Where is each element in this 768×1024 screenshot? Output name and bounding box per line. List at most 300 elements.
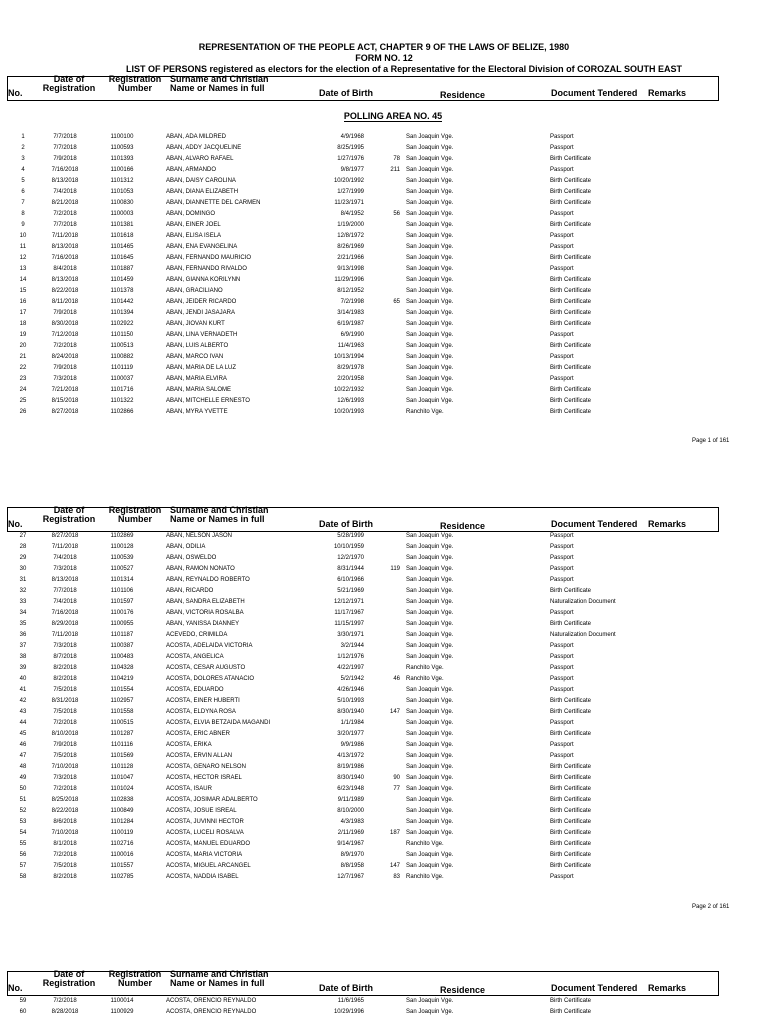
document-tendered: Passport bbox=[550, 211, 574, 217]
elector-name: ABAN, NELSON JASON bbox=[166, 533, 233, 539]
date-of-birth: 10/10/1959 bbox=[333, 544, 364, 550]
table-row bbox=[0, 177, 768, 185]
residence: San Joaquin Vge. bbox=[406, 343, 454, 349]
residence: San Joaquin Vge. bbox=[406, 387, 454, 393]
header-date-of-birth: Date of Birth bbox=[319, 983, 373, 993]
row-number: 36 bbox=[19, 632, 27, 638]
residence: San Joaquin Vge. bbox=[406, 178, 454, 184]
header-date-of-birth: Date of Birth bbox=[319, 88, 373, 98]
document-tendered: Birth Certificate bbox=[550, 621, 592, 627]
date-of-birth: 11/23/1971 bbox=[334, 200, 364, 206]
registration-number: 1101053 bbox=[110, 189, 134, 195]
table-row bbox=[0, 565, 768, 573]
document-tendered: Passport bbox=[550, 577, 574, 583]
registration-date: 7/11/2018 bbox=[51, 632, 79, 638]
document-tendered: Birth Certificate bbox=[550, 288, 592, 294]
table-row bbox=[0, 708, 768, 716]
registration-number: 1104328 bbox=[110, 665, 134, 671]
row-number: 26 bbox=[19, 409, 27, 415]
table-row bbox=[0, 620, 768, 628]
registration-number: 1100128 bbox=[110, 544, 134, 550]
residence: San Joaquin Vge. bbox=[406, 687, 454, 693]
registration-date: 7/10/2018 bbox=[51, 764, 79, 770]
table-header bbox=[7, 76, 719, 101]
residence: San Joaquin Vge. bbox=[406, 376, 454, 382]
residence: San Joaquin Vge. bbox=[406, 753, 454, 759]
registration-date: 7/3/2018 bbox=[53, 775, 77, 781]
house-number: 90 bbox=[393, 775, 400, 781]
document-tendered: Birth Certificate bbox=[550, 786, 592, 792]
residence: San Joaquin Vge. bbox=[406, 398, 454, 404]
table-row bbox=[0, 298, 768, 306]
header-remarks: Remarks bbox=[648, 519, 687, 529]
document-tendered: Passport bbox=[550, 753, 574, 759]
registration-number: 1100882 bbox=[110, 354, 134, 360]
residence: San Joaquin Vge. bbox=[406, 321, 454, 327]
document-tendered: Passport bbox=[550, 354, 574, 360]
row-number: 50 bbox=[19, 786, 27, 792]
registration-date: 8/2/2018 bbox=[53, 676, 77, 682]
date-of-birth: 4/3/1983 bbox=[340, 819, 364, 825]
date-of-birth: 8/19/1986 bbox=[337, 764, 364, 770]
document-tendered: Birth Certificate bbox=[550, 387, 592, 393]
registration-date: 7/5/2018 bbox=[53, 753, 77, 759]
registration-number: 1102716 bbox=[110, 841, 134, 847]
header-date-of-registration bbox=[40, 75, 98, 93]
document-tendered: Birth Certificate bbox=[550, 819, 592, 825]
table-row bbox=[0, 353, 768, 361]
header-name-line1: Surname and Christian bbox=[170, 505, 269, 515]
registration-number: 1101618 bbox=[110, 233, 134, 239]
page-number: Page 2 of 161 bbox=[692, 904, 730, 910]
registration-date: 7/2/2018 bbox=[53, 720, 77, 726]
table-row bbox=[0, 375, 768, 383]
date-of-birth: 12/2/1970 bbox=[337, 555, 364, 561]
date-of-birth: 2/21/1966 bbox=[337, 255, 364, 261]
document-tendered: Passport bbox=[550, 266, 574, 272]
residence: San Joaquin Vge. bbox=[406, 332, 454, 338]
document-tendered: Passport bbox=[550, 533, 574, 539]
residence: San Joaquin Vge. bbox=[406, 852, 454, 858]
elector-name: ACOSTA, EDUARDO bbox=[166, 687, 224, 693]
elector-name: ACOSTA, MARIA VICTORIA bbox=[166, 852, 243, 858]
residence: San Joaquin Vge. bbox=[406, 764, 454, 770]
table-row bbox=[0, 254, 768, 262]
header-reg-line2: Number bbox=[117, 83, 152, 93]
document-tendered: Passport bbox=[550, 687, 574, 693]
registration-date: 7/11/2018 bbox=[51, 544, 79, 550]
row-number: 13 bbox=[19, 266, 27, 272]
registration-date: 7/2/2018 bbox=[53, 211, 77, 217]
table-row bbox=[0, 232, 768, 240]
table-row bbox=[0, 840, 768, 848]
table-row bbox=[0, 1008, 768, 1016]
date-of-birth: 7/2/1998 bbox=[340, 299, 364, 305]
document-tendered: Passport bbox=[550, 742, 574, 748]
residence: San Joaquin Vge. bbox=[406, 134, 454, 140]
table-row bbox=[0, 543, 768, 551]
house-number: 83 bbox=[393, 874, 400, 880]
document-tendered: Passport bbox=[550, 233, 574, 239]
registration-number: 1101378 bbox=[110, 288, 134, 294]
registration-date: 8/11/2018 bbox=[51, 299, 79, 305]
elector-name: ACOSTA, ISAUR bbox=[166, 786, 212, 792]
elector-name: ABAN, DIANNETTE DEL CARMEN bbox=[166, 200, 261, 206]
residence: San Joaquin Vge. bbox=[406, 255, 454, 261]
document-tendered: Passport bbox=[550, 134, 574, 140]
table-row bbox=[0, 598, 768, 606]
header-no: No. bbox=[8, 88, 23, 98]
registration-date: 8/13/2018 bbox=[51, 178, 79, 184]
registration-number: 1101322 bbox=[110, 398, 134, 404]
registration-date: 7/4/2018 bbox=[53, 189, 77, 195]
registration-number: 1101047 bbox=[110, 775, 134, 781]
row-number: 9 bbox=[21, 222, 25, 228]
table-row bbox=[0, 309, 768, 317]
table-row bbox=[0, 397, 768, 405]
row-number: 42 bbox=[19, 698, 27, 704]
document-tendered: Birth Certificate bbox=[550, 277, 592, 283]
residence: Ranchito Vge. bbox=[406, 409, 444, 415]
document-tendered: Passport bbox=[550, 610, 574, 616]
date-of-birth: 2/11/1969 bbox=[337, 830, 364, 836]
row-number: 1 bbox=[21, 134, 25, 140]
row-number: 58 bbox=[19, 874, 27, 880]
residence: San Joaquin Vge. bbox=[406, 819, 454, 825]
residence: San Joaquin Vge. bbox=[406, 610, 454, 616]
registration-date: 8/10/2018 bbox=[51, 731, 79, 737]
row-number: 44 bbox=[19, 720, 27, 726]
elector-name: ABAN, FERNANDO RIVALDO bbox=[166, 266, 247, 272]
polling-area-heading bbox=[0, 111, 768, 122]
row-number: 14 bbox=[19, 277, 27, 283]
document-tendered: Birth Certificate bbox=[550, 409, 592, 415]
registration-number: 1100929 bbox=[110, 1009, 134, 1015]
registration-number: 1100387 bbox=[110, 643, 134, 649]
residence: San Joaquin Vge. bbox=[406, 599, 454, 605]
registration-date: 8/27/2018 bbox=[51, 409, 79, 415]
header-name-line1: Surname and Christian bbox=[170, 969, 269, 979]
elector-name: ACOSTA, ERIC ABNER bbox=[166, 731, 230, 737]
table-row bbox=[0, 243, 768, 251]
elector-name: ABAN, GRACILIANO bbox=[166, 288, 223, 294]
registration-number: 1100513 bbox=[110, 343, 134, 349]
registration-date: 7/7/2018 bbox=[53, 145, 77, 151]
registration-date: 7/7/2018 bbox=[53, 588, 77, 594]
elector-name: ABAN, SANDRA ELIZABETH bbox=[166, 599, 245, 605]
registration-number: 1100527 bbox=[110, 566, 134, 572]
date-of-birth: 8/31/1944 bbox=[337, 566, 364, 572]
registration-date: 8/4/2018 bbox=[53, 266, 77, 272]
polling-area-label: POLLING AREA NO. 45 bbox=[343, 111, 443, 121]
residence: San Joaquin Vge. bbox=[406, 797, 454, 803]
row-number: 43 bbox=[19, 709, 27, 715]
table-row bbox=[0, 796, 768, 804]
document-tendered: Birth Certificate bbox=[550, 797, 592, 803]
document-tendered: Birth Certificate bbox=[550, 808, 592, 814]
date-of-birth: 8/29/1978 bbox=[337, 365, 364, 371]
registration-number: 1101394 bbox=[110, 310, 134, 316]
document-tendered: Passport bbox=[550, 676, 574, 682]
registration-date: 7/5/2018 bbox=[53, 863, 77, 869]
header-registration-number bbox=[107, 970, 163, 988]
document-tendered: Passport bbox=[550, 566, 574, 572]
elector-name: ACOSTA, GENARO NELSON bbox=[166, 764, 246, 770]
residence: San Joaquin Vge. bbox=[406, 720, 454, 726]
house-number: 77 bbox=[393, 786, 400, 792]
date-of-birth: 12/8/1972 bbox=[337, 233, 364, 239]
date-of-birth: 5/21/1969 bbox=[337, 588, 364, 594]
registration-number: 1100176 bbox=[110, 610, 134, 616]
row-number: 8 bbox=[21, 211, 25, 217]
registration-number: 1101106 bbox=[110, 588, 134, 594]
row-number: 38 bbox=[19, 654, 27, 660]
registration-number: 1100849 bbox=[110, 808, 134, 814]
registration-number: 1101569 bbox=[110, 753, 134, 759]
header-name-line2: Name or Names in full bbox=[170, 514, 265, 524]
document-tendered: Birth Certificate bbox=[550, 841, 592, 847]
header-document-tendered: Document Tendered bbox=[551, 983, 638, 993]
elector-name: ABAN, EINER JOEL bbox=[166, 222, 221, 228]
table-row bbox=[0, 265, 768, 273]
elector-name: ACOSTA, ORENCIO REYNALDO bbox=[166, 1009, 257, 1015]
date-of-birth: 8/30/1940 bbox=[337, 709, 364, 715]
elector-name: ABAN, OSWELDO bbox=[166, 555, 217, 561]
row-number: 40 bbox=[19, 676, 27, 682]
registration-number: 1101284 bbox=[110, 819, 134, 825]
registration-number: 1100515 bbox=[110, 720, 134, 726]
row-number: 32 bbox=[19, 588, 27, 594]
table-row bbox=[0, 664, 768, 672]
registration-number: 1100100 bbox=[110, 134, 134, 140]
document-tendered: Birth Certificate bbox=[550, 189, 592, 195]
elector-name: ACOSTA, JOSIMAR ADALBERTO bbox=[166, 797, 258, 803]
registration-number: 1100166 bbox=[110, 167, 134, 173]
residence: San Joaquin Vge. bbox=[406, 189, 454, 195]
date-of-birth: 1/27/1976 bbox=[337, 156, 364, 162]
residence: San Joaquin Vge. bbox=[406, 310, 454, 316]
table-row bbox=[0, 642, 768, 650]
registration-number: 1100014 bbox=[110, 998, 134, 1004]
row-number: 52 bbox=[19, 808, 27, 814]
elector-name: ABAN, ALVARO RAFAEL bbox=[166, 156, 234, 162]
registration-date: 7/2/2018 bbox=[53, 852, 77, 858]
date-of-birth: 10/13/1994 bbox=[333, 354, 364, 360]
date-of-birth: 10/20/1993 bbox=[333, 409, 364, 415]
header-date-of-registration bbox=[40, 970, 98, 988]
header-no: No. bbox=[8, 519, 23, 529]
elector-name: ABAN, GIANNA KORILYNN bbox=[166, 277, 241, 283]
registration-date: 7/7/2018 bbox=[53, 134, 77, 140]
row-number: 10 bbox=[19, 233, 27, 239]
elector-name: ACOSTA, ELDYNA ROSA bbox=[166, 709, 236, 715]
page-number: Page 1 of 161 bbox=[692, 438, 730, 444]
table-row bbox=[0, 631, 768, 639]
table-row bbox=[0, 210, 768, 218]
date-of-birth: 6/19/1987 bbox=[337, 321, 364, 327]
registration-date: 8/15/2018 bbox=[51, 398, 79, 404]
date-of-birth: 6/23/1948 bbox=[337, 786, 364, 792]
row-number: 55 bbox=[19, 841, 27, 847]
registration-date: 7/2/2018 bbox=[53, 343, 77, 349]
date-of-birth: 11/4/1963 bbox=[337, 343, 364, 349]
registration-date: 7/3/2018 bbox=[53, 566, 77, 572]
elector-name: ABAN, ADDY JACQUELINE bbox=[166, 145, 242, 151]
registration-number: 1100003 bbox=[110, 211, 134, 217]
document-tendered: Birth Certificate bbox=[550, 852, 592, 858]
registration-date: 8/22/2018 bbox=[51, 288, 79, 294]
document-tendered: Passport bbox=[550, 376, 574, 382]
date-of-birth: 9/8/1977 bbox=[340, 167, 364, 173]
row-number: 5 bbox=[21, 178, 25, 184]
document-tendered: Birth Certificate bbox=[550, 310, 592, 316]
date-of-birth: 9/14/1967 bbox=[337, 841, 364, 847]
residence: San Joaquin Vge. bbox=[406, 654, 454, 660]
registration-date: 8/25/2018 bbox=[51, 797, 79, 803]
table-row bbox=[0, 719, 768, 727]
document-tendered: Passport bbox=[550, 874, 574, 880]
elector-name: ACOSTA, ERIKA bbox=[166, 742, 212, 748]
table-row bbox=[0, 144, 768, 152]
elector-name: ACOSTA, DOLORES ATANACIO bbox=[166, 676, 255, 682]
registration-number: 1101597 bbox=[110, 599, 134, 605]
document-tendered: Birth Certificate bbox=[550, 731, 592, 737]
registration-number: 1100016 bbox=[110, 852, 134, 858]
residence: San Joaquin Vge. bbox=[406, 555, 454, 561]
header-name bbox=[170, 970, 269, 988]
row-number: 18 bbox=[19, 321, 27, 327]
registration-date: 7/16/2018 bbox=[51, 610, 79, 616]
date-of-birth: 12/6/1993 bbox=[337, 398, 364, 404]
registration-number: 1101554 bbox=[110, 687, 134, 693]
registration-number: 1102922 bbox=[110, 321, 134, 327]
elector-name: ABAN, REYNALDO ROBERTO bbox=[166, 577, 250, 583]
residence: San Joaquin Vge. bbox=[406, 299, 454, 305]
registration-number: 1102785 bbox=[110, 874, 134, 880]
document-tendered: Passport bbox=[550, 244, 574, 250]
date-of-birth: 11/15/1997 bbox=[334, 621, 364, 627]
row-number: 6 bbox=[21, 189, 25, 195]
header-date-line2: Registration bbox=[42, 514, 96, 524]
elector-name: ABAN, YANISSA DIANNEY bbox=[166, 621, 240, 627]
document-tendered: Birth Certificate bbox=[550, 398, 592, 404]
form-title bbox=[0, 42, 768, 75]
registration-date: 8/2/2018 bbox=[53, 665, 77, 671]
table-row bbox=[0, 785, 768, 793]
residence: Ranchito Vge. bbox=[406, 665, 444, 671]
residence: San Joaquin Vge. bbox=[406, 621, 454, 627]
residence: San Joaquin Vge. bbox=[406, 544, 454, 550]
row-number: 27 bbox=[19, 533, 27, 539]
registration-date: 7/11/2018 bbox=[51, 233, 79, 239]
registration-date: 8/27/2018 bbox=[51, 533, 79, 539]
elector-name: ABAN, DOMINGO bbox=[166, 211, 216, 217]
registration-date: 7/10/2018 bbox=[51, 830, 79, 836]
table-row bbox=[0, 364, 768, 372]
residence: Ranchito Vge. bbox=[406, 676, 444, 682]
date-of-birth: 8/25/1995 bbox=[337, 145, 364, 151]
title-line-3: LIST OF PERSONS registered as electors for the election of a Representative for the Electoral Division of COROZAL SOUTH EAST bbox=[126, 64, 682, 74]
elector-name: ACOSTA, JOSUE ISREAL bbox=[166, 808, 237, 814]
date-of-birth: 1/12/1976 bbox=[337, 654, 364, 660]
header-residence: Residence bbox=[440, 90, 486, 100]
row-number: 60 bbox=[19, 1009, 27, 1015]
table-row bbox=[0, 532, 768, 540]
header-date-line2: Registration bbox=[42, 83, 96, 93]
row-number: 45 bbox=[19, 731, 27, 737]
house-number: 147 bbox=[389, 709, 400, 715]
elector-name: ABAN, ENA EVANGELINA bbox=[166, 244, 238, 250]
residence: San Joaquin Vge. bbox=[406, 786, 454, 792]
table-row bbox=[0, 818, 768, 826]
residence: San Joaquin Vge. bbox=[406, 808, 454, 814]
document-tendered: Passport bbox=[550, 555, 574, 561]
registration-number: 1102866 bbox=[110, 409, 134, 415]
row-number: 25 bbox=[19, 398, 27, 404]
table-header bbox=[7, 507, 719, 532]
row-number: 39 bbox=[19, 665, 27, 671]
residence: San Joaquin Vge. bbox=[406, 145, 454, 151]
row-number: 11 bbox=[19, 244, 27, 250]
table-row bbox=[0, 829, 768, 837]
row-number: 46 bbox=[19, 742, 27, 748]
residence: San Joaquin Vge. bbox=[406, 698, 454, 704]
header-name bbox=[170, 506, 269, 524]
row-number: 56 bbox=[19, 852, 27, 858]
registration-date: 8/1/2018 bbox=[53, 841, 77, 847]
residence: San Joaquin Vge. bbox=[406, 233, 454, 239]
registration-date: 7/3/2018 bbox=[53, 643, 77, 649]
table-row bbox=[0, 188, 768, 196]
row-number: 4 bbox=[21, 167, 25, 173]
date-of-birth: 8/4/1952 bbox=[340, 211, 364, 217]
elector-name: ACOSTA, ANGELICA bbox=[166, 654, 224, 660]
date-of-birth: 8/10/2000 bbox=[337, 808, 364, 814]
residence: San Joaquin Vge. bbox=[406, 288, 454, 294]
row-number: 12 bbox=[19, 255, 27, 261]
table-row bbox=[0, 342, 768, 350]
residence: San Joaquin Vge. bbox=[406, 830, 454, 836]
date-of-birth: 5/10/1993 bbox=[337, 698, 364, 704]
date-of-birth: 1/19/2000 bbox=[337, 222, 364, 228]
elector-name: ABAN, DAISY CAROLINA bbox=[166, 178, 236, 184]
registration-number: 1101116 bbox=[110, 742, 134, 748]
date-of-birth: 9/11/1989 bbox=[337, 797, 364, 803]
residence: San Joaquin Vge. bbox=[406, 588, 454, 594]
header-reg-line1: Registration bbox=[108, 74, 162, 84]
header-residence: Residence bbox=[440, 985, 486, 995]
registration-date: 8/28/2018 bbox=[51, 1009, 79, 1015]
residence: San Joaquin Vge. bbox=[406, 167, 454, 173]
row-number: 35 bbox=[19, 621, 27, 627]
elector-name: ACOSTA, HECTOR ISRAEL bbox=[166, 775, 242, 781]
elector-name: ABAN, LUIS ALBERTO bbox=[166, 343, 229, 349]
residence: Ranchito Vge. bbox=[406, 874, 444, 880]
registration-date: 7/2/2018 bbox=[53, 786, 77, 792]
house-number: 187 bbox=[389, 830, 400, 836]
table-row bbox=[0, 133, 768, 141]
table-row bbox=[0, 221, 768, 229]
house-number: 211 bbox=[390, 167, 400, 173]
elector-name: ABAN, MARCO IVAN bbox=[166, 354, 224, 360]
date-of-birth: 9/9/1986 bbox=[340, 742, 364, 748]
table-row bbox=[0, 653, 768, 661]
document-tendered: Passport bbox=[550, 643, 574, 649]
table-row bbox=[0, 807, 768, 815]
table-row bbox=[0, 199, 768, 207]
row-number: 31 bbox=[19, 577, 27, 583]
registration-number: 1101459 bbox=[110, 277, 134, 283]
